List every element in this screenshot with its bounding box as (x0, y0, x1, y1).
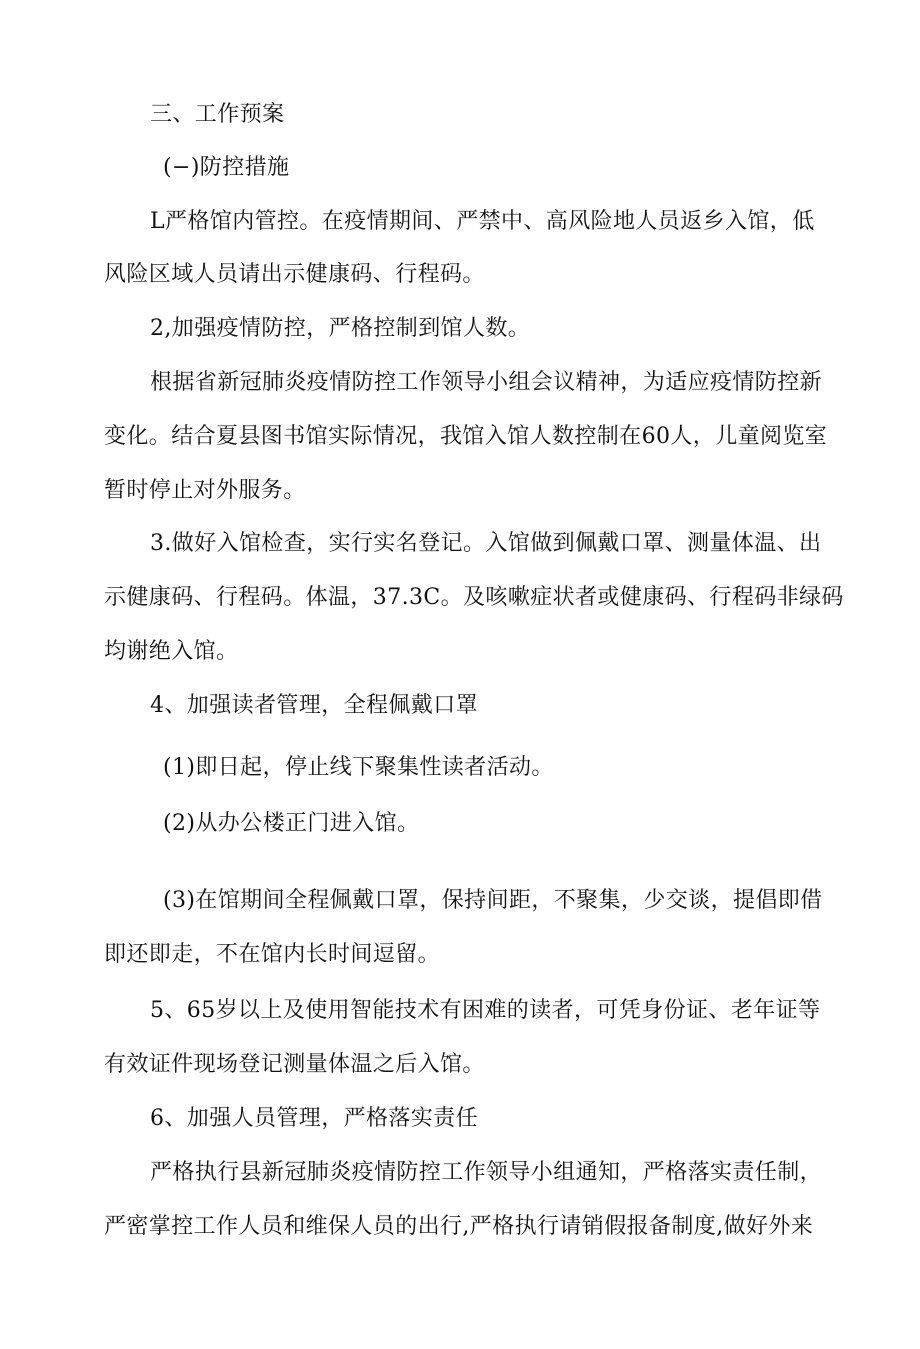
paragraph-line: 均谢绝入馆。 (104, 639, 239, 664)
list-item: (1)即日起，停止线下聚集性读者活动。 (163, 755, 554, 780)
subsection-heading: (−)防控措施 (163, 155, 290, 180)
paragraph-line: 即还即走，不在馆内长时间逗留。 (104, 942, 441, 967)
paragraph-line: 变化。结合夏县图书馆实际情况，我馆入馆人数控制在60人，儿童阅览室 (104, 424, 828, 449)
paragraph-line: 2,加强疫情防控，严格控制到馆人数。 (150, 316, 531, 341)
paragraph-line: 5、65岁以上及使用智能技术有困难的读者，可凭身份证、老年证等 (150, 998, 821, 1023)
section-heading: 三、工作预案 (150, 102, 285, 127)
paragraph-line: 3.做好入馆检查，实行实名登记。入馆做到佩戴口罩、测量体温、出 (150, 531, 822, 556)
paragraph-line: 示健康码、行程码。体温，37.3C。及咳嗽症状者或健康码、行程码非绿码 (104, 585, 844, 610)
paragraph-line: 6、加强人员管理，严格落实责任 (150, 1106, 478, 1131)
paragraph-line: 有效证件现场登记测量体温之后入馆。 (104, 1052, 485, 1077)
list-item: (3)在馆期间全程佩戴口罩，保持间距，不聚集，少交谈，提倡即借 (163, 888, 823, 913)
paragraph-line: 根据省新冠肺炎疫情防控工作领导小组会议精神，为适应疫情防控新 (150, 370, 823, 395)
paragraph-line: 暂时停止对外服务。 (104, 478, 306, 503)
paragraph-line: 风险区域人员请出示健康码、行程码。 (104, 262, 485, 287)
paragraph-line: 严密掌控工作人员和维保人员的出行,严格执行请销假报备制度,做好外来 (104, 1214, 814, 1239)
paragraph-line: L严格馆内管控。在疫情期间、严禁中、高风险地人员返乡入馆，低 (150, 209, 815, 234)
paragraph-line: 4、加强读者管理，全程佩戴口罩 (150, 693, 478, 718)
list-item: (2)从办公楼正门进入馆。 (163, 811, 420, 836)
paragraph-line: 严格执行县新冠肺炎疫情防控工作领导小组通知，严格落实责任制， (150, 1160, 823, 1185)
